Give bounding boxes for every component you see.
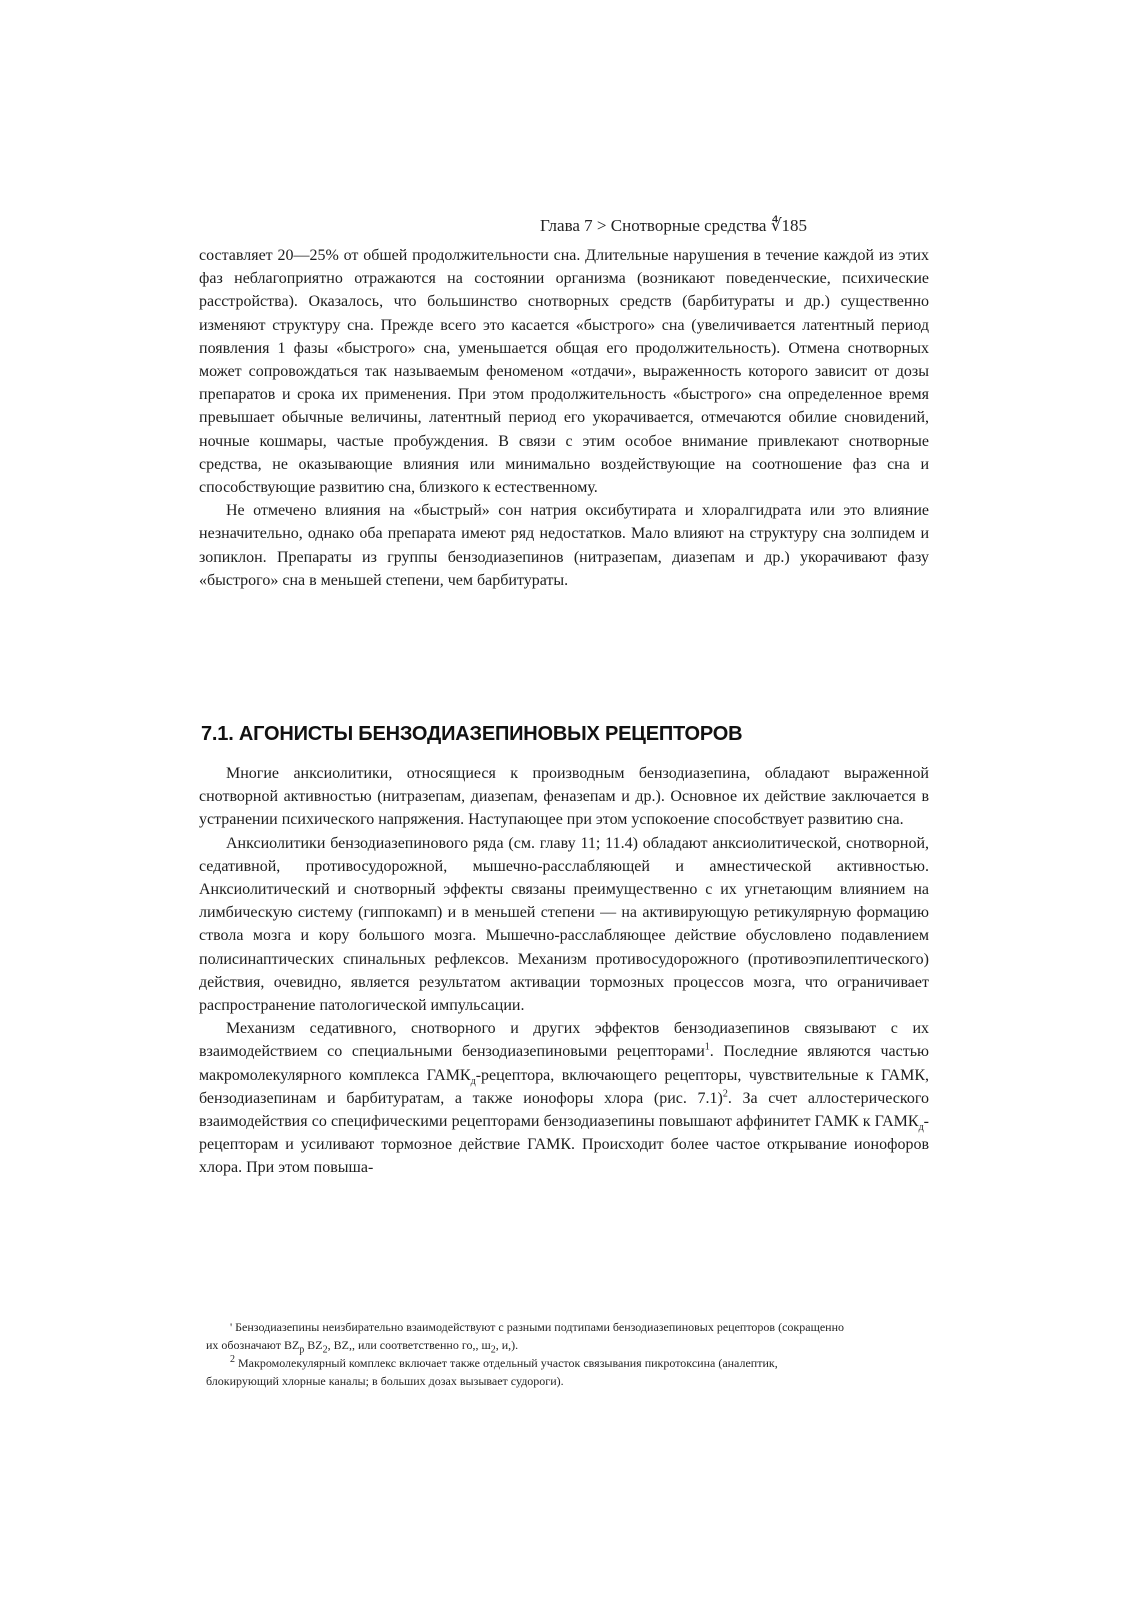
section-paragraph-3-part-a: Механизм седативного, снотворного и других эффектов бензодиазепинов связывают с их взаимодействием со специальными бензодиазепиновыми рецепторами <box>199 1020 929 1061</box>
section-paragraph-3 <box>199 1017 929 1179</box>
footnote-ref-2: 2 <box>722 1088 728 1100</box>
footnote-1-subscript-1: р <box>299 1344 305 1356</box>
gaba-subscript-2: д <box>918 1122 924 1134</box>
intro-text <box>199 244 929 592</box>
footnote-2-marker: 2 <box>230 1354 235 1365</box>
section-paragraph-3-part-e: -рецепторам и усиливают тормозное действие ГАМК. Происходит более частое открывание ионофоров хлора. При этом повыша- <box>199 1113 929 1177</box>
section-heading: 7.1. АГОНИСТЫ БЕНЗОДИАЗЕПИНОВЫХ РЕЦЕПТОРОВ <box>201 723 743 745</box>
footnote-1-part-b: BZ <box>304 1338 323 1352</box>
footnote-2-text: Макромолекулярный комплекс включает также отдельный участок связывания пикротоксина (аналептик, блокирующий хлорные каналы; в больших дозах вызывает судороги). <box>206 1356 778 1388</box>
footnote-1-part-d: , и,). <box>495 1338 519 1352</box>
section-paragraph-3-part-b: . Последние являются частью макромолекулярного комплекса ГАМК <box>199 1043 929 1084</box>
intro-paragraph-2: Не отмечено влияния на «быстрый» сон натрия оксибутирата и хлоралгидрата или это влияние незначительно, однако оба препарата имеют ряд недостатков. Мало влияют на структуру сна золпидем и зопиклон. Препараты из группы бензодиазепинов (нитразепам, диазепам и др.) укорачивают фазу «быстрого» сна в меньшей степени, чем барбитураты. <box>199 502 929 589</box>
footnotes <box>206 1318 846 1390</box>
section-paragraph-1: Многие анксиолитики, относящиеся к производным бензодиазепина, обладают выраженной снотворной активностью (нитразепам, диазепам, феназепам и др.). Основное их действие заключается в устранении психического напряжения. Наступающее при этом успокоение способствует развитию сна. <box>199 765 929 829</box>
section-text <box>199 762 929 1180</box>
gaba-subscript-1: д <box>470 1075 476 1087</box>
footnote-1-subscript-3: 2 <box>490 1344 496 1356</box>
footnote-1 <box>206 1318 846 1354</box>
section-paragraph-2: Анксиолитики бензодиазепинового ряда (см. главу 11; 11.4) обладают анксиолитической, снотворной, седативной, противосудорожной, мышечно-расслабляющей и амнестической активностью. Анксиолитический и снотворный эффекты связаны преимущественно с их угнетающим влиянием на лимбическую систему (гиппокамп) и в меньшей степени — на активирующую ретикулярную формацию ствола мозга и кору большого мозга. Мышечно-расслабляющее действие обусловлено подавлением полисинаптических спинальных рефлексов. Механизм противосудорожного (противоэпилептического) действия, очевидно, является результатом активации тормозных процессов мозга, что ограничивает распространение патологической импульсации. <box>199 834 929 1015</box>
section-paragraph-3-part-d: . За счет аллостерического взаимодействия со специфическими рецепторами бензодиазепины повышают аффинитет ГАМК к ГАМК <box>199 1089 929 1131</box>
running-head: Глава 7 > Снотворные средства ∜185 <box>540 216 808 235</box>
intro-paragraph-1: составляет 20—25% от обшей продолжительности сна. Длительные нарушения в течение каждой из этих фаз неблагоприятно отражаются на состоянии организма (возникают поведенческие, психические расстройства). Оказалось, что большинство снотворных средств (барбитураты и др.) существенно изменяют структуру сна. Прежде всего это касается «быстрого» сна (увеличивается латентный период появления 1 фазы «быстрого» сна, уменьшается общая его продолжительность). Отмена снотворных может сопровождаться так называемым феноменом «отдачи», выраженность которого зависит от дозы препаратов и срока их применения. При этом продолжительность «быстрого» сна определенное время превышает обычные величины, латентный период его укорачивается, отмечаются обилие сновидений, ночные кошмары, частые пробуждения. В связи с этим особое внимание привлекают снотворные средства, не оказывающие влияния или минимально воздействующие на соотношение фаз сна и способствующие развитию сна, близкого к естественному. <box>199 247 929 497</box>
footnote-1-part-c: , BZ,, или соответственно го,, ш <box>327 1338 491 1352</box>
footnote-1-subscript-2: 2 <box>322 1344 328 1356</box>
footnote-1-part-a: ' Бензодиазепины неизбирательно взаимодействуют с разными подтипами бензодиазепиновых рецепторов (сокращенно их обозначают BZ <box>206 1320 844 1352</box>
footnote-2 <box>206 1354 846 1390</box>
section-paragraph-3-part-c: -рецептора, включающего рецепторы, чувствительные к ГАМК, бензодиазепинам и барбитуратам, а также ионофоры хлора (рис. 7.1) <box>199 1066 929 1107</box>
footnote-ref-1: 1 <box>704 1042 710 1054</box>
